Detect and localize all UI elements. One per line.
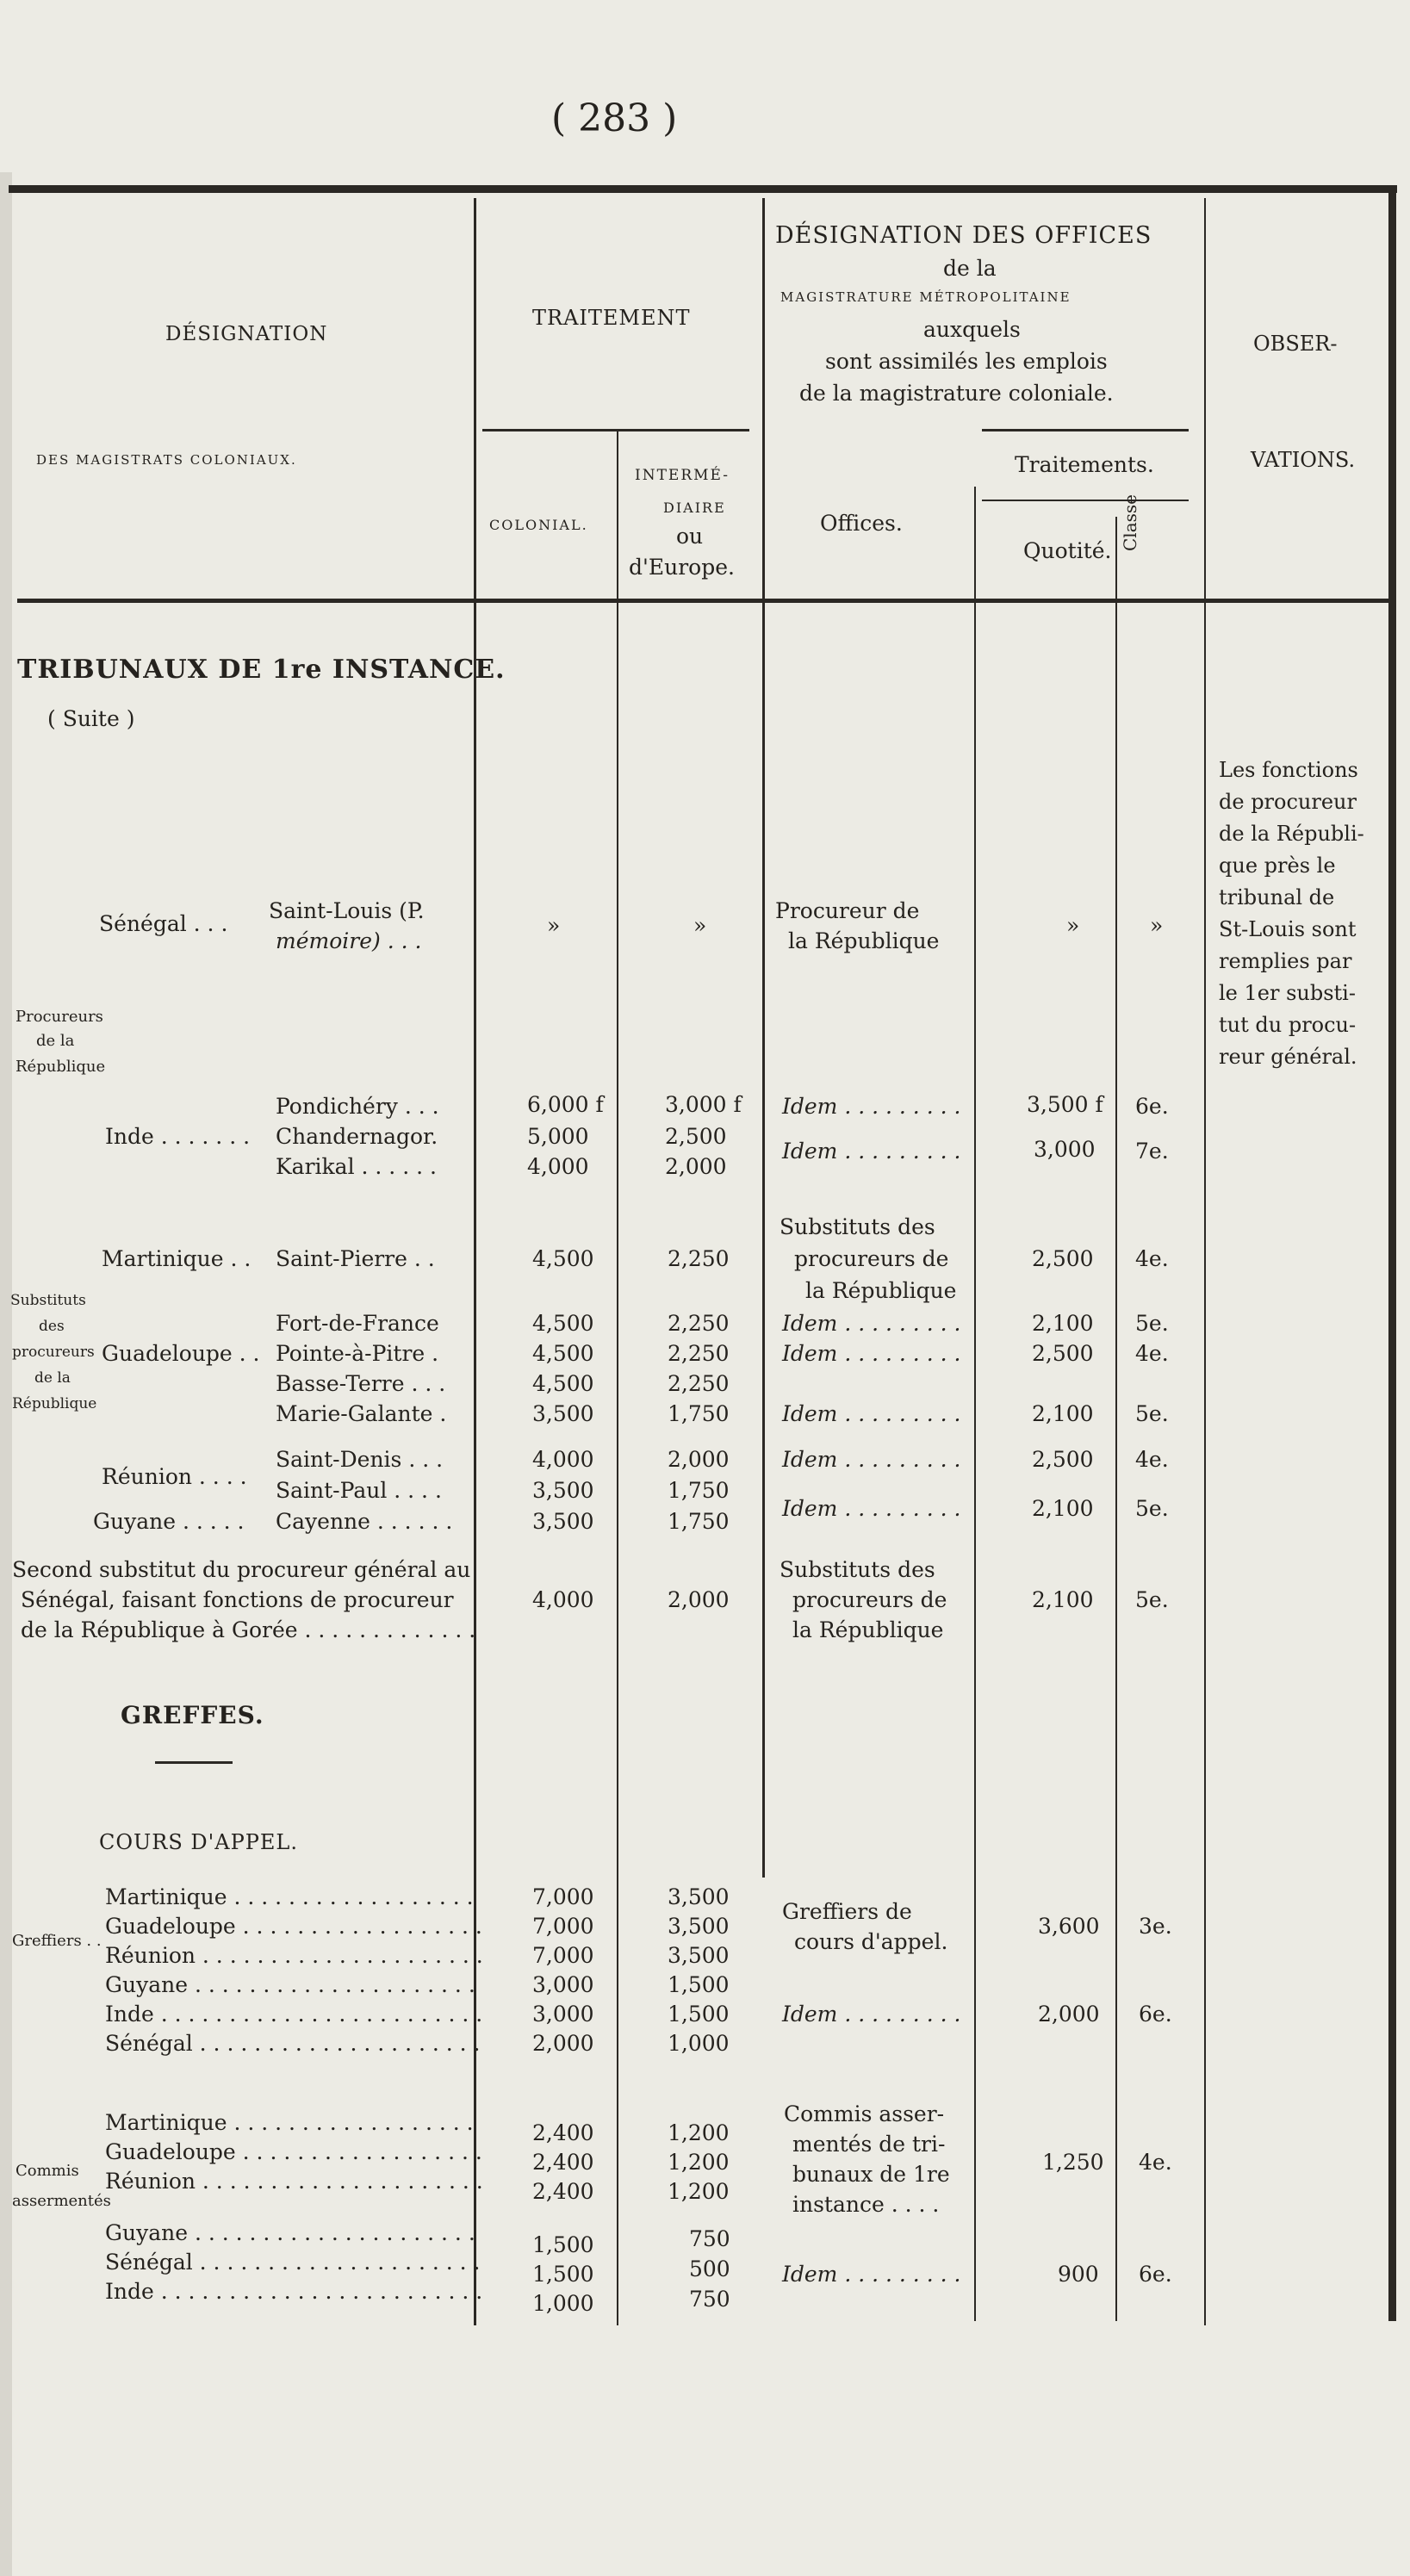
greffier-classe-1: 3e. <box>1139 1914 1172 1939</box>
commis-colony-4: Guyane . . . . . . . . . . . . . . . . . . . . . <box>105 2220 475 2245</box>
greffier-colony-4: Guyane . . . . . . . . . . . . . . . . . . . . . <box>105 1972 475 1997</box>
greffier-colony-3: Réunion . . . . . . . . . . . . . . . . . . . . . <box>105 1943 483 1968</box>
quotite-brace <box>982 500 1189 501</box>
observation-note-1: Les fonctions <box>1219 758 1358 782</box>
inde-place-3: Karikal . . . . . . <box>276 1154 437 1179</box>
header-traitement: TRAITEMENT <box>532 306 691 330</box>
traitement-brace <box>482 429 749 431</box>
commis-inter-4: 750 <box>689 2226 730 2251</box>
subst-place-1: Saint-Pierre . . <box>276 1246 435 1271</box>
commis-office-3: bunaux de 1re <box>792 2162 950 2187</box>
inde-office-1: Idem . . . . . . . . . <box>782 1094 961 1119</box>
group-commis-2: assermentés <box>12 2192 111 2210</box>
inde-colony: Inde . . . . . . . <box>105 1124 251 1149</box>
subst-colony-martinique: Martinique . . <box>102 1246 252 1271</box>
subst-place-2: Fort-de-France <box>276 1311 439 1336</box>
section-tribunaux-subtitle: ( Suite ) <box>47 706 135 731</box>
greffier-colony-1: Martinique . . . . . . . . . . . . . . . . . . <box>105 1884 474 1909</box>
header-classe: Classe <box>1120 494 1140 551</box>
header-colonial: COLONIAL. <box>489 517 588 533</box>
page-number: ( 283 ) <box>551 96 678 140</box>
subst-office-3: la République <box>805 1278 957 1303</box>
subst-inter-4: 2,250 <box>668 1371 730 1396</box>
group-substituts-1: Substituts <box>10 1292 86 1309</box>
header-intermediaire-3: ou <box>676 524 704 549</box>
observation-note-3: de la Républi- <box>1219 822 1364 846</box>
second-substitut-office-3: la République <box>792 1617 944 1642</box>
subst-quotite-2: 2,100 <box>1032 1311 1094 1336</box>
second-substitut-quotite: 2,100 <box>1032 1587 1094 1612</box>
inde-intermediaire-1: 3,000 f <box>665 1092 742 1117</box>
header-rule <box>17 599 1395 603</box>
commis-colonial-5: 1,500 <box>532 2262 594 2287</box>
senegal-quotite: » <box>1066 913 1080 938</box>
subst-quotite-6: 2,100 <box>1032 1496 1094 1521</box>
greffier-colonial-6: 2,000 <box>532 2031 594 2056</box>
greffes-rule <box>155 1761 233 1764</box>
header-intermediaire-2: DIAIRE <box>663 500 726 516</box>
greffier-classe-2: 6e. <box>1139 2002 1172 2027</box>
commis-colony-5: Sénégal . . . . . . . . . . . . . . . . . . . . . <box>105 2250 481 2275</box>
commis-colonial-1: 2,400 <box>532 2120 594 2145</box>
observation-note-2: de procureur <box>1219 790 1357 814</box>
subst-quotite-5: 2,500 <box>1032 1447 1094 1472</box>
group-substituts-5: République <box>12 1395 97 1412</box>
subst-inter-2: 2,250 <box>668 1311 730 1336</box>
second-substitut-office-1: Substituts des <box>780 1557 935 1582</box>
subst-colonial-4: 4,500 <box>532 1371 594 1396</box>
inde-place-2: Chandernagor. <box>276 1124 438 1149</box>
col-divider-6 <box>1204 198 1206 2325</box>
subst-colonial-1: 4,500 <box>532 1246 594 1271</box>
greffier-quotite-1: 3,600 <box>1038 1914 1100 1939</box>
second-substitut-2: Sénégal, faisant fonctions de procureur <box>21 1587 454 1612</box>
second-substitut-3: de la République à Gorée . . . . . . . . . . . . . <box>21 1617 476 1642</box>
commis-colony-2: Guadeloupe . . . . . . . . . . . . . . . . . . <box>105 2139 482 2164</box>
subst-office-5: Idem . . . . . . . . . <box>782 1341 961 1366</box>
commis-colonial-3: 2,400 <box>532 2179 594 2204</box>
subst-office-1: Substituts des <box>780 1214 935 1239</box>
senegal-office-1: Procureur de <box>775 898 920 923</box>
subst-place-8: Cayenne . . . . . . <box>276 1509 453 1534</box>
greffier-office-2: cours d'appel. <box>794 1929 948 1954</box>
subst-colonial-5: 3,500 <box>532 1401 594 1426</box>
header-observations-1: OBSER- <box>1253 332 1338 356</box>
subst-place-3: Pointe-à-Pitre . <box>276 1341 439 1366</box>
group-substituts-3: procureurs <box>12 1344 95 1361</box>
subst-colonial-7: 3,500 <box>532 1478 594 1503</box>
offices-title-5: sont assimilés les emplois <box>825 349 1108 374</box>
subst-inter-7: 1,750 <box>668 1478 730 1503</box>
inde-place-1: Pondichéry . . . <box>276 1094 439 1119</box>
senegal-intermediaire: » <box>693 913 707 938</box>
subst-classe-6: 5e. <box>1135 1496 1169 1521</box>
commis-colonial-4: 1,500 <box>532 2232 594 2257</box>
subst-classe-2: 5e. <box>1135 1311 1169 1336</box>
greffier-colony-2: Guadeloupe . . . . . . . . . . . . . . . . . . <box>105 1914 482 1939</box>
section-tribunaux-title: TRIBUNAUX DE 1re INSTANCE. <box>17 655 506 685</box>
commis-office-1: Commis asser- <box>784 2101 945 2126</box>
group-greffiers: Greffiers . . <box>12 1932 102 1950</box>
page-edge <box>0 172 12 2576</box>
senegal-place-1: Saint-Louis (P. <box>269 898 425 923</box>
inde-quotite-1: 3,500 f <box>1027 1092 1103 1117</box>
second-substitut-classe: 5e. <box>1135 1587 1169 1612</box>
greffier-colonial-1: 7,000 <box>532 1884 594 1909</box>
offices-title-1: DÉSIGNATION DES OFFICES <box>775 222 1152 249</box>
subst-inter-3: 2,250 <box>668 1341 730 1366</box>
subst-colonial-2: 4,500 <box>532 1311 594 1336</box>
section-greffes-title: GREFFES. <box>121 1701 264 1729</box>
subst-colony-guadeloupe: Guadeloupe . . <box>102 1341 260 1366</box>
greffier-inter-6: 1,000 <box>668 2031 730 2056</box>
commis-office-4: instance . . . . <box>792 2192 940 2217</box>
subst-colony-guyane: Guyane . . . . . <box>93 1509 245 1534</box>
observation-note-9: tut du procu- <box>1219 1013 1357 1037</box>
group-substituts-4: de la <box>34 1369 71 1387</box>
observation-note-6: St-Louis sont <box>1219 917 1357 941</box>
top-rule <box>9 185 1397 193</box>
commis-quotite-1: 1,250 <box>1042 2150 1104 2175</box>
subst-classe-5: 4e. <box>1135 1447 1169 1472</box>
subst-inter-1: 2,250 <box>668 1246 730 1271</box>
subst-office-2: procureurs de <box>794 1246 949 1271</box>
group-procureurs-2: de la <box>36 1032 75 1050</box>
header-offices: Offices. <box>820 511 903 536</box>
subst-classe-3: 4e. <box>1135 1341 1169 1366</box>
commis-inter-3: 1,200 <box>668 2179 730 2204</box>
second-substitut-inter: 2,000 <box>668 1587 730 1612</box>
commis-inter-6: 750 <box>689 2287 730 2312</box>
col-divider-3 <box>762 198 765 1878</box>
second-substitut-colonial: 4,000 <box>532 1587 594 1612</box>
inde-intermediaire-2: 2,500 <box>665 1124 727 1149</box>
header-designation: DÉSIGNATION <box>165 323 328 345</box>
commis-colony-1: Martinique . . . . . . . . . . . . . . . . . . <box>105 2110 474 2135</box>
senegal-office-2: la République <box>788 928 940 953</box>
commis-quotite-2: 900 <box>1058 2262 1099 2287</box>
second-substitut-office-2: procureurs de <box>792 1587 947 1612</box>
inde-colonial-3: 4,000 <box>527 1154 589 1179</box>
greffier-inter-2: 3,500 <box>668 1914 730 1939</box>
commis-inter-2: 1,200 <box>668 2150 730 2175</box>
offices-title-3: MAGISTRATURE MÉTROPOLITAINE <box>780 289 1071 305</box>
header-intermediaire-1: INTERMÉ- <box>635 467 730 484</box>
subst-colonial-3: 4,500 <box>532 1341 594 1366</box>
observation-note-4: que près le <box>1219 853 1336 878</box>
commis-inter-5: 500 <box>689 2256 730 2281</box>
greffier-office-3: Idem . . . . . . . . . <box>782 2002 961 2027</box>
inde-colonial-2: 5,000 <box>527 1124 589 1149</box>
senegal-place-2: mémoire) . . . <box>276 928 422 953</box>
senegal-colony: Sénégal . . . <box>99 911 228 936</box>
commis-office-2: mentés de tri- <box>792 2132 946 2157</box>
subst-classe-4: 5e. <box>1135 1401 1169 1426</box>
col-divider-5 <box>1115 517 1117 2321</box>
greffier-colony-5: Inde . . . . . . . . . . . . . . . . . . . . . . . . <box>105 2002 483 2027</box>
observation-note-5: tribunal de <box>1219 885 1335 909</box>
subst-quotite-4: 2,100 <box>1032 1401 1094 1426</box>
subst-inter-6: 2,000 <box>668 1447 730 1472</box>
subst-place-6: Saint-Denis . . . <box>276 1447 444 1472</box>
greffier-inter-1: 3,500 <box>668 1884 730 1909</box>
inde-quotite-2: 3,000 <box>1034 1137 1096 1162</box>
subst-office-4: Idem . . . . . . . . . <box>782 1311 961 1336</box>
greffier-inter-5: 1,500 <box>668 2002 730 2027</box>
second-substitut-1: Second substitut du procureur général au <box>12 1557 471 1582</box>
section-cours-title: COURS D'APPEL. <box>99 1830 298 1854</box>
greffier-colonial-3: 7,000 <box>532 1943 594 1968</box>
inde-intermediaire-3: 2,000 <box>665 1154 727 1179</box>
subst-classe-1: 4e. <box>1135 1246 1169 1271</box>
offices-title-6: de la magistrature coloniale. <box>799 381 1114 406</box>
subst-colonial-8: 3,500 <box>532 1509 594 1534</box>
senegal-colonial: » <box>547 913 561 938</box>
group-procureurs-3: République <box>16 1058 106 1076</box>
greffier-colonial-4: 3,000 <box>532 1972 594 1997</box>
subst-place-7: Saint-Paul . . . . <box>276 1478 442 1503</box>
header-magistrats: DES MAGISTRATS COLONIAUX. <box>36 452 297 468</box>
subst-place-4: Basse-Terre . . . <box>276 1371 446 1396</box>
observation-note-10: reur général. <box>1219 1045 1357 1069</box>
inde-office-2: Idem . . . . . . . . . <box>782 1139 961 1164</box>
commis-colonial-6: 1,000 <box>532 2291 594 2316</box>
commis-classe-1: 4e. <box>1139 2150 1172 2175</box>
subst-inter-5: 1,750 <box>668 1401 730 1426</box>
subst-office-7: Idem . . . . . . . . . <box>782 1447 961 1472</box>
greffier-inter-3: 3,500 <box>668 1943 730 1968</box>
commis-office-5: Idem . . . . . . . . . <box>782 2262 961 2287</box>
header-quotite: Quotité. <box>1023 538 1112 563</box>
subst-inter-8: 1,750 <box>668 1509 730 1534</box>
subst-colony-reunion: Réunion . . . . <box>102 1464 247 1489</box>
header-observations-2: VATIONS. <box>1251 448 1356 472</box>
greffier-colony-6: Sénégal . . . . . . . . . . . . . . . . . . . . . <box>105 2031 481 2056</box>
subst-quotite-3: 2,500 <box>1032 1341 1094 1366</box>
commis-inter-1: 1,200 <box>668 2120 730 2145</box>
col-divider-2 <box>617 431 618 2325</box>
traitements-brace <box>982 429 1189 431</box>
greffier-quotite-2: 2,000 <box>1038 2002 1100 2027</box>
header-traitements: Traitements. <box>1015 452 1154 477</box>
greffier-inter-4: 1,500 <box>668 1972 730 1997</box>
observation-note-8: le 1er substi- <box>1219 981 1356 1005</box>
offices-title-2: de la <box>943 256 997 281</box>
group-commis-1: Commis <box>16 2162 79 2180</box>
commis-colony-3: Réunion . . . . . . . . . . . . . . . . . . . . . <box>105 2169 483 2194</box>
commis-colony-6: Inde . . . . . . . . . . . . . . . . . . . . . . . . <box>105 2279 483 2304</box>
group-procureurs-1: Procureurs <box>16 1008 103 1026</box>
greffier-colonial-5: 3,000 <box>532 2002 594 2027</box>
header-intermediaire-4: d'Europe. <box>629 555 735 580</box>
group-substituts-2: des <box>39 1318 65 1335</box>
observation-note-7: remplies par <box>1219 949 1352 973</box>
subst-colonial-6: 4,000 <box>532 1447 594 1472</box>
inde-classe-1: 6e. <box>1135 1094 1169 1119</box>
senegal-classe: » <box>1150 913 1164 938</box>
inde-colonial-1: 6,000 f <box>527 1092 604 1117</box>
subst-quotite-1: 2,500 <box>1032 1246 1094 1271</box>
commis-classe-2: 6e. <box>1139 2262 1172 2287</box>
inde-classe-2: 7e. <box>1135 1139 1169 1164</box>
right-border <box>1388 185 1396 2321</box>
offices-title-4: auxquels <box>923 317 1021 342</box>
subst-office-8: Idem . . . . . . . . . <box>782 1496 961 1521</box>
commis-colonial-2: 2,400 <box>532 2150 594 2175</box>
subst-office-6: Idem . . . . . . . . . <box>782 1401 961 1426</box>
greffier-office-1: Greffiers de <box>782 1899 912 1924</box>
col-divider-4 <box>974 487 976 2321</box>
greffier-colonial-2: 7,000 <box>532 1914 594 1939</box>
subst-place-5: Marie-Galante . <box>276 1401 447 1426</box>
